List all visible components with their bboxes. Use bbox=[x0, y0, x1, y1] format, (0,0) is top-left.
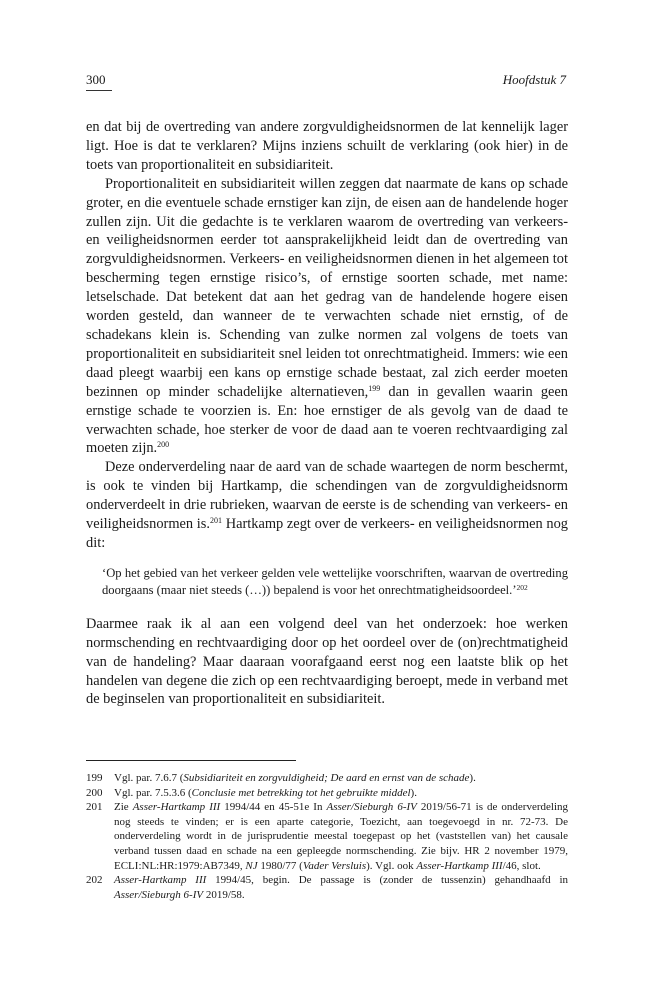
footnote-text-part: Vgl. par. 7.5.3.6 ( bbox=[114, 786, 192, 799]
footnote-number: 201 bbox=[86, 801, 103, 814]
footnote-text-part: Zie bbox=[114, 801, 133, 814]
footnote-199 bbox=[86, 771, 568, 786]
paragraph-3-text-b: Hartkamp zegt over de verkeers- en veiligheidsnormen nog dit: bbox=[86, 516, 568, 551]
page-number: 300 bbox=[86, 72, 112, 91]
footnote-text-part: 1980/77 ( bbox=[257, 859, 303, 872]
footnote-201 bbox=[86, 800, 568, 873]
footnote-text-part: /46, slot. bbox=[502, 859, 541, 872]
paragraph-3-text-a: Deze onderverdeling naar de aard van de schade waartegen de norm beschermt, is ook te vinden bij Hartkamp, die schendingen van de zorgvuldigheidsnorm onderverdeelt in drie rubrieken, waarvan de eerste is de schending van verkeers- en veiligheidsnormen is. bbox=[86, 459, 568, 533]
footnote-ref-200[interactable]: 200 bbox=[157, 440, 170, 450]
footnote-202 bbox=[86, 873, 568, 902]
footnotes bbox=[86, 771, 568, 902]
footnote-text-part: 2019/56-71 is de onderverdeling nog steeds te vinden; er is een aparte categorie, Toezicht, aan toegevoegd in nr. 72-73. De onderverdeling wordt in de jurisprudentie meestal toegepast op het (vaststellen van) het causale verband tussen daad en schade na een gepleegde normschending. Zie bijv. HR 2 november 1979, ECLI:NL:HR:1979:AB7349, bbox=[114, 801, 568, 872]
footnote-italic-citation: NJ bbox=[245, 859, 258, 872]
footnote-number: 199 bbox=[86, 772, 103, 784]
footnote-italic-citation: Subsidiariteit en zorgvuldigheid; De aard en ernst van de schade bbox=[183, 772, 470, 784]
footnote-text-part: 2019/58. bbox=[203, 888, 245, 901]
footnote-ref-199[interactable]: 199 bbox=[368, 383, 381, 393]
footnote-text bbox=[114, 771, 568, 786]
footnote-italic-citation: Vader Versluis bbox=[302, 859, 367, 872]
footnote-ref-202[interactable]: 202 bbox=[516, 582, 528, 592]
block-quote-text: ‘Op het gebied van het verkeer gelden vele wettelijke voorschriften, waarvan de overtreding doorgaans (maar niet steeds (…)) bepalend is voor het onrechtmatigheidsoordeel.’ bbox=[102, 565, 568, 597]
paragraph-2 bbox=[86, 175, 568, 459]
paragraph-1: en dat bij de overtreding van andere zorgvuldigheidsnormen de lat kennelijk lager ligt. Hoe is dat te verklaren? Mijns inziens schuilt de verklaring (ook hier) in de toets van proportionaliteit en subsidiariteit. bbox=[86, 119, 568, 173]
footnote-text-part: Vgl. par. 7.6.7 ( bbox=[114, 772, 184, 784]
footnote-text bbox=[114, 786, 568, 801]
footnote-ref-201[interactable]: 201 bbox=[210, 516, 222, 526]
footnote-200 bbox=[86, 786, 568, 801]
footnote-text-part: ). Vgl. ook bbox=[366, 859, 417, 872]
footnote-text bbox=[114, 873, 568, 902]
footnote-number: 202 bbox=[86, 874, 103, 887]
paragraph-3 bbox=[86, 458, 568, 553]
footnote-divider bbox=[86, 760, 296, 761]
footnote-italic-citation: Asser-Hartkamp III bbox=[132, 801, 221, 814]
footnote-number: 200 bbox=[86, 786, 103, 799]
block-quote bbox=[102, 565, 568, 599]
footnote-italic-citation: Asser-Hartkamp III bbox=[114, 874, 207, 887]
footnote-text bbox=[114, 800, 568, 873]
paragraph-2-text-b: dan in gevallen waarin geen ernstige schade te voorzien is. En: hoe ernstiger de als gevolg van de daad te verwachten schade, hoe sterker de voor de daad aan te voeren rechtvaardiging zal moeten zijn. bbox=[86, 383, 568, 457]
body-text bbox=[86, 118, 568, 709]
footnote-italic-citation: Asser-Hartkamp III bbox=[416, 859, 503, 872]
footnote-text-part: 1994/45, begin. De passage is (zonder de tussenzin) gehandhaafd in bbox=[206, 874, 568, 887]
footnote-text-part: 1994/44 en 45-51e In bbox=[220, 801, 327, 814]
footnote-text-part: ). bbox=[410, 786, 417, 799]
footnote-italic-citation: Asser/Sieburgh 6-IV bbox=[114, 888, 204, 901]
footnote-italic-citation: Conclusie met betrekking tot het gebruikte middel bbox=[191, 786, 411, 799]
footnote-italic-citation: Asser/Sieburgh 6-IV bbox=[326, 801, 417, 814]
paragraph-4: Daarmee raak ik al aan een volgend deel van het onderzoek: hoe werken normschending en rechtvaardiging door op het oordeel over de (on)rechtmatigheid van de handeling? Maar daaraan voorafgaand eerst nog een laatste blik op het handelen van degene die zich op een rechtvaardiging beroept, mede in verband met de beginselen van proportionaliteit en subsidiariteit. bbox=[86, 615, 568, 708]
footnote-text-part: ). bbox=[469, 772, 476, 784]
running-head: Hoofdstuk 7 bbox=[502, 72, 566, 87]
paragraph-2-text-a: Proportionaliteit en subsidiariteit willen zeggen dat naarmate de kans op schade groter, en die eventuele schade ernstiger kan zijn, de eisen aan de handelende hoger zullen zijn. Uit die gedachte is te verklaren waarom de overtreding van verkeers- en veiligheidsnormen eerder tot aansprakelijkheid leidt dan de overtreding van zorgvuldigheidsnormen. Verkeers- en veiligheidsnormen dienen in het algemeen tot bescherming tegen ernstige risico’s, of ernstige soorten schade, met name: letselschade. Dat betekent dat aan het gedrag van de handelende hogere eisen worden gesteld, dan wanneer de te verwachten schade niet ernstig, of de schadekans klein is. Schending van zulke normen zal volgens de toets van proportionaliteit en subsidiariteit snel leiden tot onrechtmatigheid. Immers: wie een daad pleegt waarbij een kans op ernstige schade bestaat, zal zich eerder moeten bezinnen op minder schadelijke alternatieven, bbox=[86, 175, 568, 400]
